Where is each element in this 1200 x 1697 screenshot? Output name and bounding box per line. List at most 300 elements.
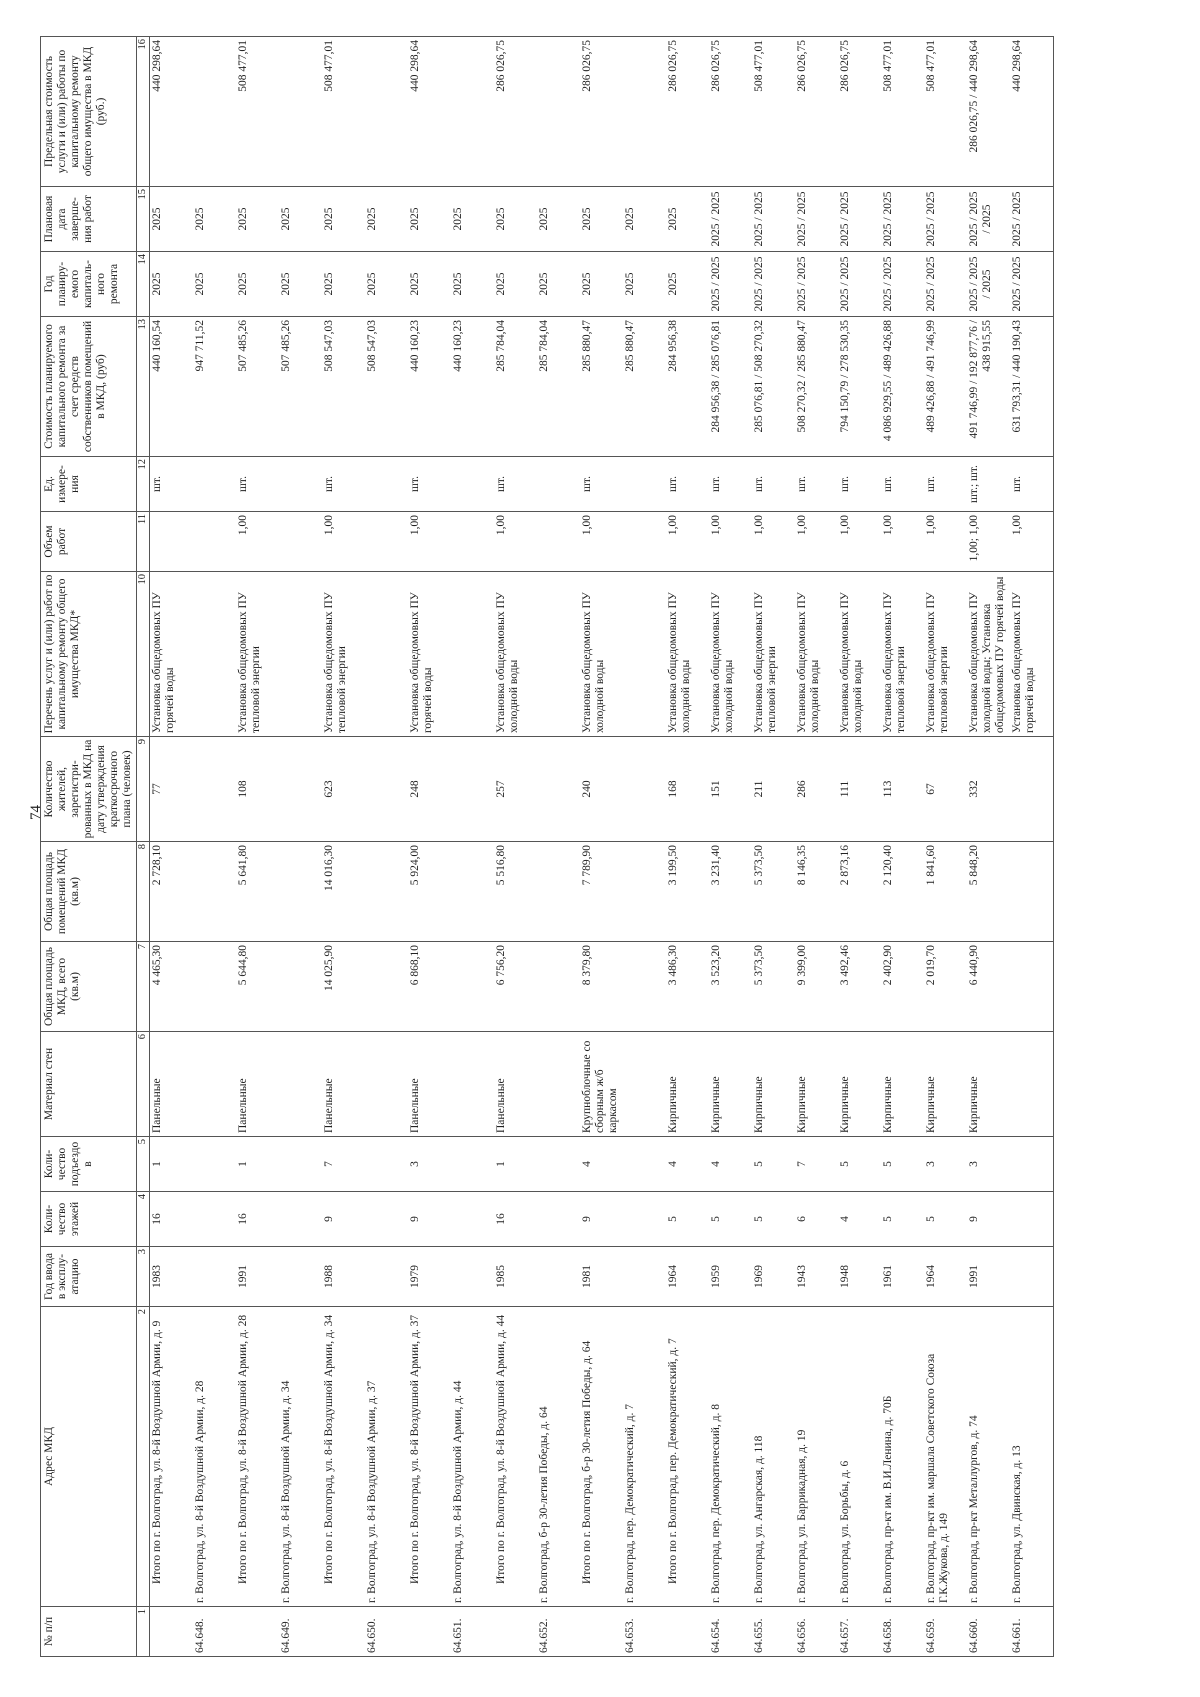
cell-addr: г. Волгоград, ул. 8-й Воздушной Армии, д. 34 — [279, 1307, 322, 1607]
cell-cost: 508 547,03 — [365, 317, 408, 457]
cell-area-rooms: 5 848,20 — [967, 842, 1010, 942]
cell-floors: 9 — [580, 1192, 623, 1247]
cell-limit: 440 298,64 — [1010, 37, 1054, 187]
cell-addr: Итого по г. Волгоград, ул. 8-й Воздушной Армии, д. 28 — [236, 1307, 279, 1607]
cell-no: 64.655. — [752, 1607, 795, 1657]
cell-year — [623, 1247, 666, 1307]
cell-volume: 1,00 — [408, 512, 451, 572]
cell-cost: 285 076,81 / 508 270,32 — [752, 317, 795, 457]
cell-cost: 440 160,54 — [150, 317, 194, 457]
cell-volume — [279, 512, 322, 572]
cell-volume — [365, 512, 408, 572]
cell-year — [1010, 1247, 1054, 1307]
cell-no — [494, 1607, 537, 1657]
column-header: Год ввода в эксплу-атацию — [41, 1247, 137, 1307]
cell-area-rooms: 3 199,50 — [666, 842, 709, 942]
cell-wall: Крупноблочные со сборным ж/б каркасом — [580, 1032, 623, 1137]
cell-floors: 16 — [236, 1192, 279, 1247]
cell-no: 64.657. — [838, 1607, 881, 1657]
cell-plan-year: 2025 — [193, 252, 236, 317]
cell-area-total: 2 402,90 — [881, 942, 924, 1032]
cell-unit: шт. — [881, 457, 924, 512]
cell-unit: шт. — [408, 457, 451, 512]
cell-addr: г. Волгоград, пр-кт Металлургов, д. 74 — [967, 1307, 1010, 1607]
cell-entr — [537, 1137, 580, 1192]
cell-addr: г. Волгоград, ул. 8-й Воздушной Армии, д. 44 — [451, 1307, 494, 1607]
cell-area-total: 6 868,10 — [408, 942, 451, 1032]
cell-volume — [150, 512, 194, 572]
column-number: 12 — [137, 457, 150, 512]
cell-volume: 1,00 — [1010, 512, 1054, 572]
cell-plan-year: 2025 — [322, 252, 365, 317]
cell-wall: Панельные — [322, 1032, 365, 1137]
cell-end-date: 2025 / 2025 — [795, 187, 838, 252]
cell-no: 64.660. — [967, 1607, 1010, 1657]
cell-area-total — [451, 942, 494, 1032]
cell-unit — [537, 457, 580, 512]
cell-floors — [451, 1192, 494, 1247]
cell-entr: 4 — [666, 1137, 709, 1192]
table-row — [580, 37, 623, 1657]
cell-limit — [193, 37, 236, 187]
cell-residents: 623 — [322, 737, 365, 842]
cell-no: 64.656. — [795, 1607, 838, 1657]
cell-year: 1988 — [322, 1247, 365, 1307]
cell-limit: 440 298,64 — [150, 37, 194, 187]
cell-addr: г. Волгоград, ул. Борьбы, д. 6 — [838, 1307, 881, 1607]
cell-no: 64.661. — [1010, 1607, 1054, 1657]
cell-wall: Панельные — [236, 1032, 279, 1137]
cell-wall: Кирпичные — [967, 1032, 1010, 1137]
cell-unit: шт. — [795, 457, 838, 512]
cell-area-rooms — [193, 842, 236, 942]
cell-residents: 286 — [795, 737, 838, 842]
cell-limit: 286 026,75 — [666, 37, 709, 187]
cell-plan-year: 2025 / 2025 / 2025 — [967, 252, 1010, 317]
cell-year — [193, 1247, 236, 1307]
cell-no — [580, 1607, 623, 1657]
cell-floors: 16 — [494, 1192, 537, 1247]
cell-end-date: 2025 — [408, 187, 451, 252]
cell-volume: 1,00 — [709, 512, 752, 572]
cell-unit: шт. — [322, 457, 365, 512]
cell-entr — [365, 1137, 408, 1192]
cell-no: 64.658. — [881, 1607, 924, 1657]
cell-cost: 4 086 929,55 / 489 426,88 — [881, 317, 924, 457]
cell-end-date: 2025 — [580, 187, 623, 252]
cell-year: 1985 — [494, 1247, 537, 1307]
table-row — [1010, 37, 1054, 1657]
cell-residents — [537, 737, 580, 842]
cell-addr: г. Волгоград, ул. 8-й Воздушной Армии, д. 37 — [365, 1307, 408, 1607]
cell-floors: 9 — [322, 1192, 365, 1247]
cell-entr: 7 — [322, 1137, 365, 1192]
cell-wall — [1010, 1032, 1054, 1137]
cell-cost: 631 793,31 / 440 190,43 — [1010, 317, 1054, 457]
cell-limit — [279, 37, 322, 187]
cell-plan-year: 2025 — [150, 252, 194, 317]
cell-area-rooms — [1010, 842, 1054, 942]
cell-cost: 947 711,52 — [193, 317, 236, 457]
cell-area-total: 14 025,90 — [322, 942, 365, 1032]
cell-year — [451, 1247, 494, 1307]
cell-area-rooms — [451, 842, 494, 942]
cell-cost: 285 784,04 — [494, 317, 537, 457]
cell-year: 1991 — [236, 1247, 279, 1307]
column-number: 11 — [137, 512, 150, 572]
cell-area-total — [365, 942, 408, 1032]
cell-work: Установка общедомовых ПУ тепловой энергии — [924, 572, 967, 737]
cell-volume: 1,00 — [924, 512, 967, 572]
cell-cost: 284 956,38 / 285 076,81 — [709, 317, 752, 457]
cell-end-date: 2025 — [537, 187, 580, 252]
cell-year: 1964 — [924, 1247, 967, 1307]
cell-wall: Кирпичные — [666, 1032, 709, 1137]
cell-addr: Итого по г. Волгоград, б-р 30-летия Победы, д. 64 — [580, 1307, 623, 1607]
cell-addr: Итого по г. Волгоград, ул. 8-й Воздушной Армии, д. 37 — [408, 1307, 451, 1607]
cell-end-date: 2025 — [279, 187, 322, 252]
cell-addr: г. Волгоград, пер. Демократический, д. 7 — [623, 1307, 666, 1607]
cell-floors — [537, 1192, 580, 1247]
cell-floors: 5 — [709, 1192, 752, 1247]
table-row — [881, 37, 924, 1657]
cell-area-total — [279, 942, 322, 1032]
column-number: 1 — [137, 1607, 150, 1657]
cell-plan-year: 2025 — [623, 252, 666, 317]
cell-year: 1991 — [967, 1247, 1010, 1307]
cell-residents: 111 — [838, 737, 881, 842]
cell-volume — [623, 512, 666, 572]
cell-work — [451, 572, 494, 737]
cell-limit: 286 026,75 — [838, 37, 881, 187]
cell-year — [537, 1247, 580, 1307]
cell-plan-year: 2025 — [279, 252, 322, 317]
cell-area-rooms: 8 146,35 — [795, 842, 838, 942]
cell-entr: 7 — [795, 1137, 838, 1192]
cell-end-date: 2025 — [322, 187, 365, 252]
header-row — [41, 37, 137, 1657]
cell-year: 1969 — [752, 1247, 795, 1307]
cell-limit — [365, 37, 408, 187]
cell-residents — [279, 737, 322, 842]
table-row — [924, 37, 967, 1657]
cell-work: Установка общедомовых ПУ горячей воды — [408, 572, 451, 737]
cell-wall: Кирпичные — [752, 1032, 795, 1137]
column-number: 15 — [137, 187, 150, 252]
cell-area-total — [193, 942, 236, 1032]
cell-cost: 508 270,32 / 285 880,47 — [795, 317, 838, 457]
cell-year: 1981 — [580, 1247, 623, 1307]
cell-area-total: 5 373,50 — [752, 942, 795, 1032]
cell-floors: 4 — [838, 1192, 881, 1247]
cell-work: Установка общедомовых ПУ холодной воды; Установка общедомовых ПУ горячей воды — [967, 572, 1010, 737]
cell-volume — [451, 512, 494, 572]
cell-floors — [623, 1192, 666, 1247]
cell-plan-year: 2025 / 2025 — [752, 252, 795, 317]
table-row — [279, 37, 322, 1657]
cell-floors: 5 — [924, 1192, 967, 1247]
cell-end-date: 2025 — [236, 187, 279, 252]
cell-volume: 1,00 — [752, 512, 795, 572]
cell-wall — [365, 1032, 408, 1137]
cell-area-total: 9 399,00 — [795, 942, 838, 1032]
table-row — [623, 37, 666, 1657]
cell-volume: 1,00 — [838, 512, 881, 572]
cell-unit: шт. — [752, 457, 795, 512]
table-row — [365, 37, 408, 1657]
cell-entr: 1 — [494, 1137, 537, 1192]
cell-limit: 286 026,75 — [795, 37, 838, 187]
cell-addr: г. Волгоград, ул. Двинская, д. 13 — [1010, 1307, 1054, 1607]
table-row — [150, 37, 194, 1657]
cell-unit — [623, 457, 666, 512]
cell-volume: 1,00 — [580, 512, 623, 572]
cell-year: 1979 — [408, 1247, 451, 1307]
table-row — [795, 37, 838, 1657]
cell-end-date: 2025 — [666, 187, 709, 252]
cell-limit: 508 477,01 — [924, 37, 967, 187]
cell-floors — [1010, 1192, 1054, 1247]
cell-entr: 4 — [709, 1137, 752, 1192]
table-row — [838, 37, 881, 1657]
cell-plan-year: 2025 / 2025 — [881, 252, 924, 317]
cell-work: Установка общедомовых ПУ холодной воды — [709, 572, 752, 737]
cell-addr: г. Волгоград, б-р 30-летия Победы, д. 64 — [537, 1307, 580, 1607]
cell-end-date: 2025 — [193, 187, 236, 252]
cell-area-total: 4 465,30 — [150, 942, 194, 1032]
cell-year: 1943 — [795, 1247, 838, 1307]
cell-plan-year: 2025 / 2025 — [795, 252, 838, 317]
cell-wall — [279, 1032, 322, 1137]
cell-cost: 491 746,99 / 192 877,76 / 438 915,55 — [967, 317, 1010, 457]
column-header: Плановая дата заверше-ния работ — [41, 187, 137, 252]
cell-no: 64.650. — [365, 1607, 408, 1657]
cell-area-rooms: 5 373,50 — [752, 842, 795, 942]
cell-unit: шт.; шт. — [967, 457, 1010, 512]
cell-plan-year: 2025 — [537, 252, 580, 317]
cell-entr: 4 — [580, 1137, 623, 1192]
cell-limit: 286 026,75 — [709, 37, 752, 187]
cell-area-rooms — [279, 842, 322, 942]
cell-residents: 240 — [580, 737, 623, 842]
table-row — [451, 37, 494, 1657]
cell-floors — [279, 1192, 322, 1247]
cell-entr: 1 — [150, 1137, 194, 1192]
cell-wall — [451, 1032, 494, 1137]
cell-entr: 5 — [881, 1137, 924, 1192]
cell-work: Установка общедомовых ПУ тепловой энергии — [322, 572, 365, 737]
cell-work — [537, 572, 580, 737]
cell-residents — [365, 737, 408, 842]
cell-work: Установка общедомовых ПУ холодной воды — [795, 572, 838, 737]
cell-unit: шт. — [666, 457, 709, 512]
cell-entr: 3 — [967, 1137, 1010, 1192]
cell-cost: 440 160,23 — [451, 317, 494, 457]
table-row — [666, 37, 709, 1657]
column-number: 6 — [137, 1032, 150, 1137]
cell-no: 64.648. — [193, 1607, 236, 1657]
cell-addr: г. Волгоград, пр-кт им. маршала Советского Союза Г.К.Жукова, д. 149 — [924, 1307, 967, 1607]
cell-no: 64.651. — [451, 1607, 494, 1657]
cell-entr: 5 — [752, 1137, 795, 1192]
cell-area-rooms — [365, 842, 408, 942]
cell-wall: Панельные — [494, 1032, 537, 1137]
cell-year — [365, 1247, 408, 1307]
cell-entr: 5 — [838, 1137, 881, 1192]
cell-limit: 508 477,01 — [236, 37, 279, 187]
cell-work — [623, 572, 666, 737]
cell-cost: 440 160,23 — [408, 317, 451, 457]
cell-cost: 507 485,26 — [236, 317, 279, 457]
cell-plan-year: 2025 / 2025 — [838, 252, 881, 317]
cell-volume: 1,00 — [494, 512, 537, 572]
cell-unit: шт. — [236, 457, 279, 512]
cell-no — [322, 1607, 365, 1657]
cell-area-rooms: 5 516,80 — [494, 842, 537, 942]
cell-plan-year: 2025 — [365, 252, 408, 317]
cell-volume: 1,00 — [322, 512, 365, 572]
cell-work: Установка общедомовых ПУ горячей воды — [1010, 572, 1054, 737]
cell-unit: шт. — [150, 457, 194, 512]
column-header: Год планиру-емого капиталь-ного ремонта — [41, 252, 137, 317]
cell-volume — [537, 512, 580, 572]
cell-floors: 16 — [150, 1192, 194, 1247]
cell-residents: 332 — [967, 737, 1010, 842]
cell-area-rooms — [623, 842, 666, 942]
column-header: Объем работ — [41, 512, 137, 572]
cell-area-rooms: 2 873,16 — [838, 842, 881, 942]
cell-addr: Итого по г. Волгоград, ул. 8-й Воздушной Армии, д. 44 — [494, 1307, 537, 1607]
cell-year — [279, 1247, 322, 1307]
cell-plan-year: 2025 — [408, 252, 451, 317]
page-number: 74 — [28, 805, 44, 820]
column-number: 16 — [137, 37, 150, 187]
cell-residents: 257 — [494, 737, 537, 842]
cell-addr: г. Волгоград, ул. Ангарская, д. 118 — [752, 1307, 795, 1607]
cell-plan-year: 2025 — [666, 252, 709, 317]
cell-work — [365, 572, 408, 737]
cell-residents: 248 — [408, 737, 451, 842]
cell-floors: 5 — [752, 1192, 795, 1247]
cell-plan-year: 2025 / 2025 — [924, 252, 967, 317]
column-number: 14 — [137, 252, 150, 317]
cell-residents — [1010, 737, 1054, 842]
cell-area-rooms: 5 641,80 — [236, 842, 279, 942]
cell-wall — [537, 1032, 580, 1137]
cell-cost: 794 150,79 / 278 530,35 — [838, 317, 881, 457]
cell-volume: 1,00 — [666, 512, 709, 572]
cell-wall: Кирпичные — [795, 1032, 838, 1137]
cell-area-rooms: 5 924,00 — [408, 842, 451, 942]
cell-wall: Кирпичные — [838, 1032, 881, 1137]
cell-no: 64.659. — [924, 1607, 967, 1657]
cell-work: Установка общедомовых ПУ тепловой энергии — [752, 572, 795, 737]
column-number: 8 — [137, 842, 150, 942]
table-row — [537, 37, 580, 1657]
cell-year: 1964 — [666, 1247, 709, 1307]
column-header: Стоимость планируемого капитального ремонта за счет средств собственников помещений в МКД, (руб) — [41, 317, 137, 457]
cell-year: 1983 — [150, 1247, 194, 1307]
landscape-sheet — [40, 37, 1160, 1657]
cell-addr: Итого по г. Волгоград, пер. Демократический, д. 7 — [666, 1307, 709, 1607]
cell-cost: 489 426,88 / 491 746,99 — [924, 317, 967, 457]
cell-cost: 285 880,47 — [580, 317, 623, 457]
cell-floors: 6 — [795, 1192, 838, 1247]
cell-no — [150, 1607, 194, 1657]
column-number: 9 — [137, 737, 150, 842]
cell-entr — [623, 1137, 666, 1192]
cell-plan-year: 2025 / 2025 — [709, 252, 752, 317]
cell-end-date: 2025 — [150, 187, 194, 252]
cell-volume: 1,00; 1,00 — [967, 512, 1010, 572]
cell-area-total: 8 379,80 — [580, 942, 623, 1032]
cell-wall: Кирпичные — [924, 1032, 967, 1137]
cell-residents: 151 — [709, 737, 752, 842]
cell-floors: 5 — [666, 1192, 709, 1247]
cell-residents: 168 — [666, 737, 709, 842]
cell-entr: 3 — [408, 1137, 451, 1192]
table-row — [967, 37, 1010, 1657]
cell-area-rooms: 1 841,60 — [924, 842, 967, 942]
cell-addr: г. Волгоград, пр-кт им. В.И.Ленина, д. 70Б — [881, 1307, 924, 1607]
cell-volume: 1,00 — [236, 512, 279, 572]
cell-end-date: 2025 / 2025 — [1010, 187, 1054, 252]
column-header: Общая площадь помещений МКД (кв.м) — [41, 842, 137, 942]
cell-cost: 284 956,38 — [666, 317, 709, 457]
column-header: № п/п — [41, 1607, 137, 1657]
cell-cost: 507 485,26 — [279, 317, 322, 457]
column-number-row — [137, 37, 150, 1657]
cell-unit — [451, 457, 494, 512]
cell-no: 64.653. — [623, 1607, 666, 1657]
cell-limit — [537, 37, 580, 187]
cell-end-date: 2025 / 2025 — [838, 187, 881, 252]
cell-end-date: 2025 / 2025 — [881, 187, 924, 252]
cell-volume — [193, 512, 236, 572]
cell-area-total: 6 440,90 — [967, 942, 1010, 1032]
column-number: 7 — [137, 942, 150, 1032]
cell-wall: Панельные — [408, 1032, 451, 1137]
cell-volume: 1,00 — [795, 512, 838, 572]
cell-limit: 508 477,01 — [322, 37, 365, 187]
cell-end-date: 2025 — [494, 187, 537, 252]
cell-no: 64.649. — [279, 1607, 322, 1657]
cell-area-total: 3 523,20 — [709, 942, 752, 1032]
cell-year: 1948 — [838, 1247, 881, 1307]
cell-end-date: 2025 / 2025 / 2025 — [967, 187, 1010, 252]
column-header: Коли-чество этажей — [41, 1192, 137, 1247]
cell-area-total: 2 019,70 — [924, 942, 967, 1032]
cell-area-total: 3 486,30 — [666, 942, 709, 1032]
cell-entr — [1010, 1137, 1054, 1192]
cell-no — [666, 1607, 709, 1657]
cell-residents: 113 — [881, 737, 924, 842]
column-header: Ед. измере-ния — [41, 457, 137, 512]
column-header: Коли-чество подъездо в — [41, 1137, 137, 1192]
cell-end-date: 2025 / 2025 — [924, 187, 967, 252]
cell-residents — [451, 737, 494, 842]
column-number: 10 — [137, 572, 150, 737]
cell-work — [279, 572, 322, 737]
cell-no: 64.652. — [537, 1607, 580, 1657]
cell-entr — [193, 1137, 236, 1192]
cell-unit: шт. — [924, 457, 967, 512]
cell-cost: 285 880,47 — [623, 317, 666, 457]
cell-area-rooms: 2 728,10 — [150, 842, 194, 942]
cell-addr: г. Волгоград, ул. Баррикадная, д. 19 — [795, 1307, 838, 1607]
column-number: 13 — [137, 317, 150, 457]
table-row — [494, 37, 537, 1657]
